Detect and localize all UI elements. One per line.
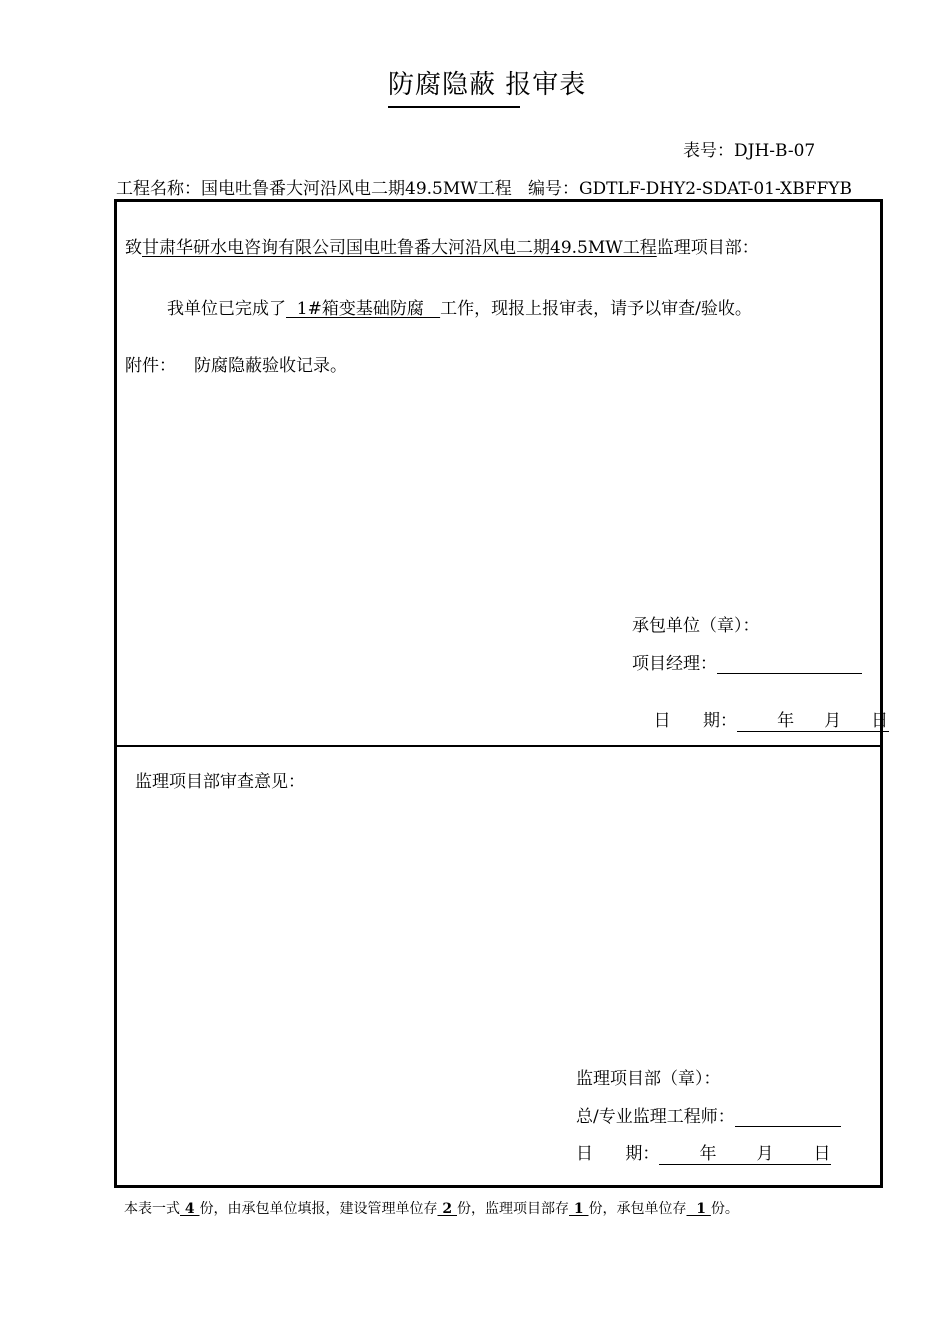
contractor-seal-label: 承包单位（章）： [632,616,760,636]
submission-statement: 我单位已完成了 1#箱变基础防腐 工作，现报上报审表，请予以审查/验收。 [167,299,752,319]
form-table [114,199,889,1188]
supervisor-date-line: 日 期： 年 月 日 [576,1139,831,1165]
form-number: 表号：DJH-B-07 [683,141,816,161]
attachment-line: 附件： 防腐隐蔽验收记录。 [125,356,347,376]
serial-number: 编号：GDTLF-DHY2-SDAT-01-XBFFYB [527,179,852,199]
project-info-line [116,174,852,199]
section-divider [117,745,880,747]
work-item: 1#箱变基础防腐 [286,299,441,319]
title-underline [388,106,520,108]
project-manager-signature [717,654,862,674]
attachment-text: 防腐隐蔽验收记录。 [194,356,347,376]
recipient-line: 致甘肃华研水电咨询有限公司国电吐鲁番大河沿风电二期49.5MW工程监理项目部： [125,238,759,258]
supervisor-opinion-label: 监理项目部审查意见： [135,772,305,792]
chief-engineer-line: 总/专业监理工程师： [576,1102,841,1127]
form-title: 防腐隐蔽 报审表 [388,70,587,100]
contractor-date-line: 日 期： 年 月 日 [632,686,889,752]
project-name: 工程名称：国电吐鲁番大河沿风电二期49.5MW工程 [116,179,512,199]
project-manager-line: 项目经理： [632,649,862,674]
chief-engineer-signature [735,1107,841,1127]
recipient-name: 甘肃华研水电咨询有限公司国电吐鲁番大河沿风电二期49.5MW工程 [142,238,657,258]
supervisor-seal-label: 监理项目部（章）： [576,1069,721,1089]
copies-note: 本表一式 4 份，由承包单位填报，建设管理单位存 2 份，监理项目部存 1 份，承包单位存 1 份。 [124,1201,739,1217]
